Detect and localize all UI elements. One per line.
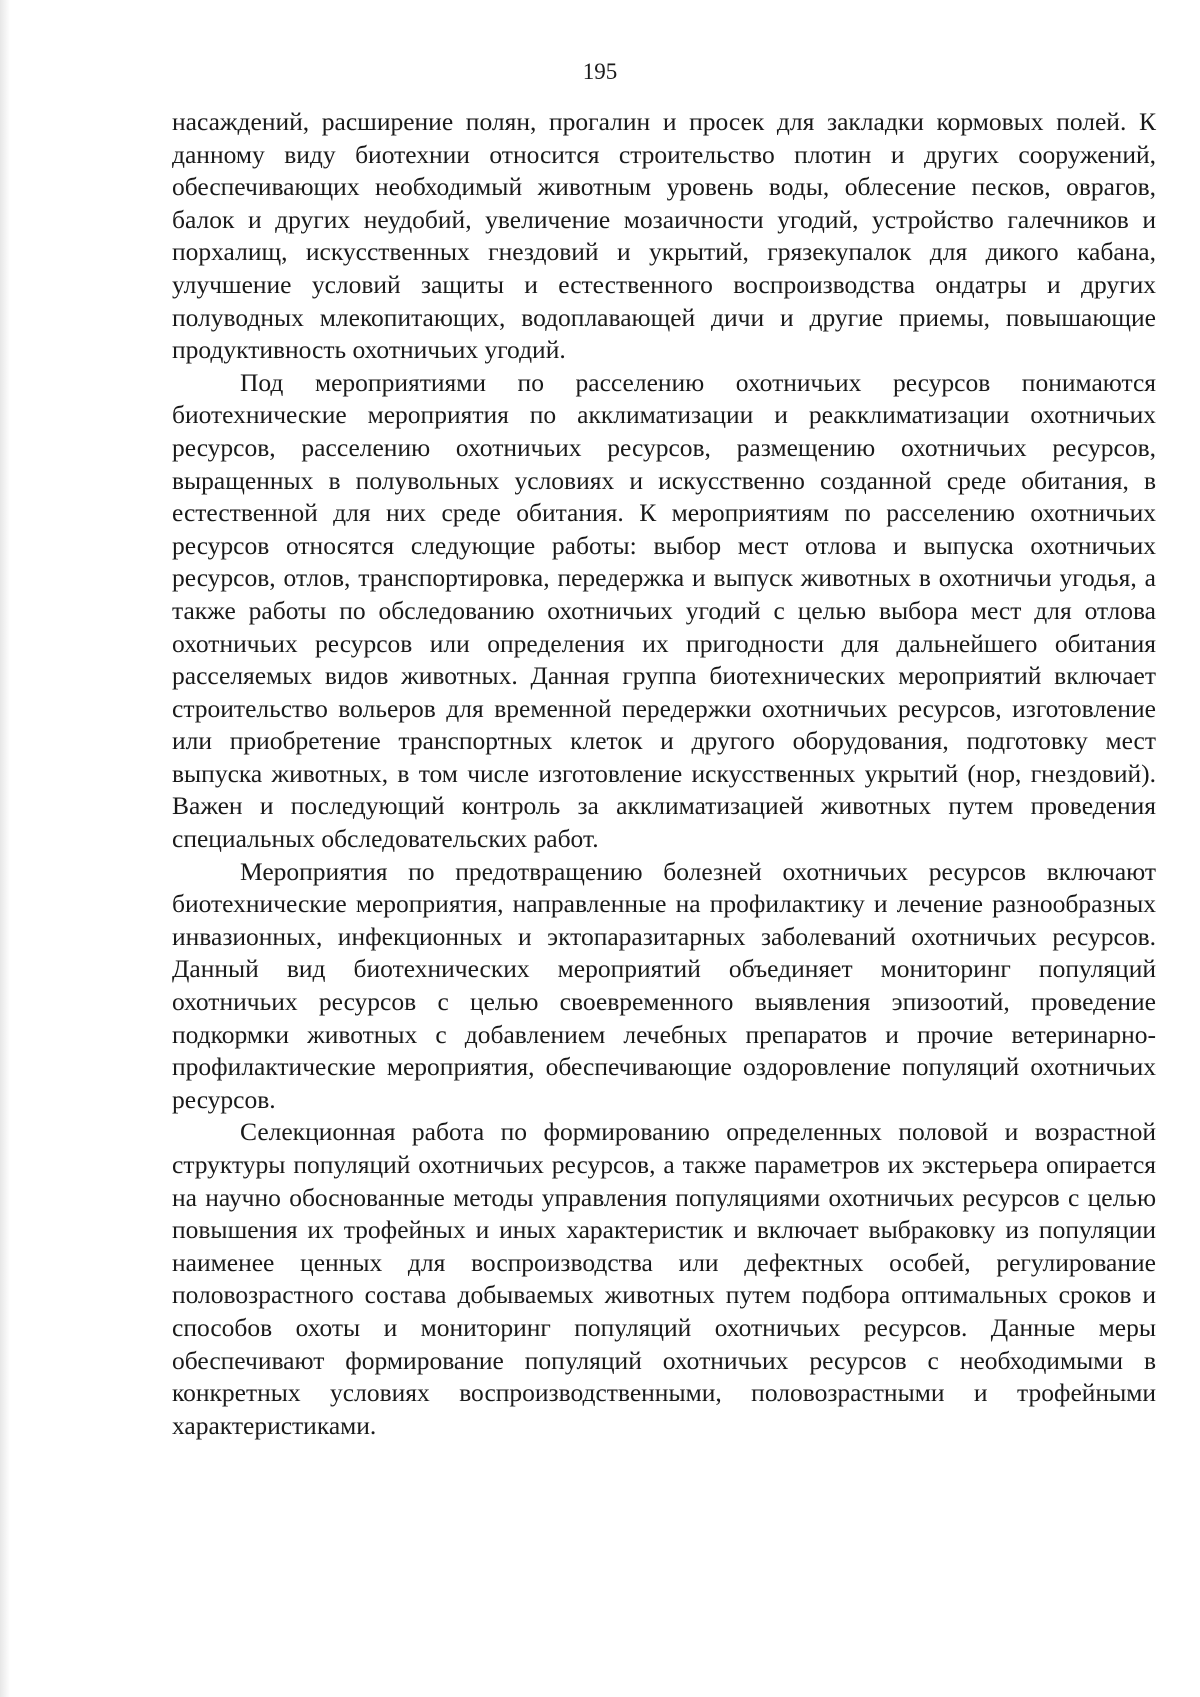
page-number: 195 [582, 59, 618, 84]
paragraph-disease-prevention: Мероприятия по предотвращению болезней охотничьих ресурсов включают биотехнические мероприятия, направленные на профилактику и лечение разнообразных инвазионных, инфекционных и эктопаразитарных заболеваний охотничьих ресурсов. Данный вид биотехнических мероприятий объединяет мониторинг популяций охотничьих ресурсов с целью своевременного выявления эпизоотий, проведение подкормки животных с добавлением лечебных препаратов и прочие ветеринарно-профилактические мероприятия, обеспечивающие оздоровление популяций охотничьих ресурсов. [172, 856, 1156, 1114]
paragraph-continuation: насаждений, расширение полян, прогалин и просек для закладки кормовых полей. К данному виду биотехнии относится строительство плотин и других сооружений, обеспечивающих необходимый животным уровень воды, облесение песков, оврагов, балок и других неудобий, увеличение мозаичности угодий, устройство галечников и порхалищ, искусственных гнездовий и укрытий, грязекупалок для дикого кабана, улучшение условий защиты и естественного воспроизводства ондатры и других полуводных млекопитающих, водоплавающей дичи и другие приемы, повышающие продуктивность охотничьих угодий. [172, 107, 1156, 365]
page-body [172, 106, 1156, 1442]
paragraph-selection-work: Селекционная работа по формированию определенных половой и возрастной структуры популяций охотничьих ресурсов, а также параметров их экстерьера опирается на научно обоснованные методы управления популяциями охотничьих ресурсов с целью повышения их трофейных и иных характеристик и включает выбраковку из популяции наименее ценных для воспроизводства или дефектных особей, регулирование половозрастного состава добываемых животных путем подбора оптимальных сроков и способов охоты и мониторинг популяций охотничьих ресурсов. Данные меры обеспечивают формирование популяций охотничьих ресурсов с необходимыми в конкретных условиях воспроизводственными, половозрастными и трофейными характеристиками. [172, 1117, 1156, 1440]
scan-edge-shadow [0, 0, 10, 1697]
paragraph-resettlement: Под мероприятиями по расселению охотничьих ресурсов понимаются биотехнические мероприятия по акклиматизации и реакклиматизации охотничьих ресурсов, расселению охотничьих ресурсов, размещению охотничьих ресурсов, выращенных в полувольных условиях и искусственно созданной среде обитания, в естественной для них среде обитания. К мероприятиям по расселению охотничьих ресурсов относятся следующие работы: выбор мест отлова и выпуска охотничьих ресурсов, отлов, транспортировка, передержка и выпуск животных в охотничьи угодья, а также работы по обследованию охотничьих угодий с целью выбора мест для отлова охотничьих ресурсов или определения их пригодности для дальнейшего обитания расселяемых видов животных. Данная группа биотехнических мероприятий включает строительство вольеров для временной передержки охотничьих ресурсов, изготовление или приобретение транспортных клеток и другого оборудования, подготовку мест выпуска животных, в том числе изготовление искусственных укрытий (нор, гнездовий). Важен и последующий контроль за акклиматизацией животных путем проведения специальных обследовательских работ. [172, 367, 1156, 854]
